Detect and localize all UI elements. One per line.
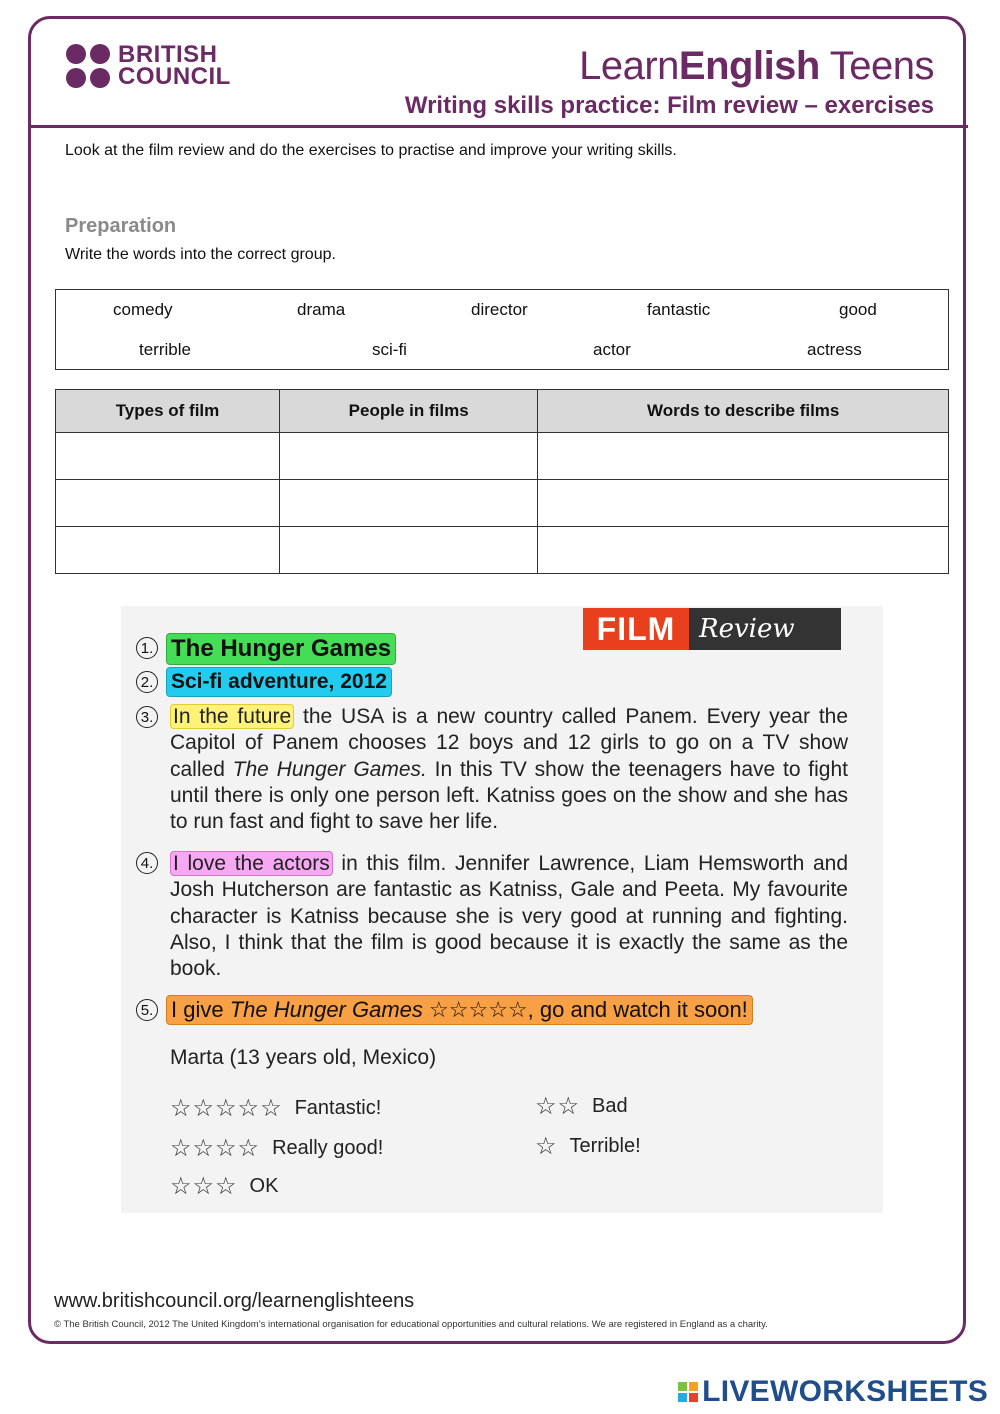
- answer-cell[interactable]: [279, 433, 537, 480]
- rating-key-5: [170, 1094, 381, 1123]
- word-item[interactable]: drama: [297, 300, 346, 319]
- table-header-row: [56, 390, 949, 433]
- word-item[interactable]: terrible: [139, 340, 191, 359]
- word-item[interactable]: actress: [807, 340, 862, 359]
- star-icon: ☆☆☆☆☆: [170, 1095, 283, 1122]
- rec-b: , go and watch it soon!: [527, 997, 748, 1022]
- word-item[interactable]: director: [471, 300, 528, 319]
- answer-cell[interactable]: [538, 480, 949, 527]
- preparation-instruction: Write the words into the correct group.: [65, 246, 336, 263]
- table-row: [56, 527, 949, 574]
- answer-cell[interactable]: [538, 527, 949, 574]
- page-title: Writing skills practice: Film review – exercises: [404, 92, 934, 119]
- rating-label: Really good!: [272, 1137, 384, 1159]
- number-4-icon: 4.: [136, 852, 158, 874]
- rec-stars-icon: ☆☆☆☆☆: [429, 997, 528, 1022]
- rating-key-3: [170, 1172, 278, 1201]
- word-item[interactable]: fantastic: [647, 300, 711, 319]
- number-5-icon: 5.: [136, 999, 158, 1021]
- star-icon: ☆☆: [535, 1093, 581, 1120]
- liveworksheets-logo: [678, 1375, 988, 1409]
- answer-cell[interactable]: [56, 433, 280, 480]
- brand-english: English: [678, 44, 820, 88]
- column-header: Types of film: [56, 390, 280, 433]
- copyright-text: © The British Council, 2012 The United Kingdom’s international organisation for educational opportunities and cultural relations. We are registered in England as a charity.: [54, 1319, 768, 1330]
- highlight-i-love-the-actors: I love the actors: [170, 851, 333, 876]
- rating-label: Fantastic!: [294, 1097, 382, 1119]
- table-row: [56, 480, 949, 527]
- badge-film: FILM: [583, 608, 689, 650]
- word-item[interactable]: comedy: [113, 300, 173, 319]
- recommendation: [166, 995, 753, 1025]
- review-title: The Hunger Games: [166, 633, 396, 665]
- review-author: Marta (13 years old, Mexico): [170, 1046, 437, 1069]
- film-review-badge: [583, 608, 841, 650]
- paragraph-actors: [170, 851, 848, 982]
- logo-line-2: COUNCIL: [118, 63, 231, 90]
- review-genre: Sci-fi adventure, 2012: [166, 667, 392, 697]
- rec-a: I give: [171, 997, 230, 1022]
- star-icon: ☆☆☆: [170, 1173, 238, 1200]
- film-review-panel: [121, 606, 883, 1213]
- star-icon: ☆☆☆☆: [170, 1135, 261, 1162]
- plot-text-b: In this TV show the teenagers have to fight until there is only one person left. Katniss goes on the show and she has to run fast and fight to save her life.: [170, 757, 848, 834]
- website-link[interactable]: www.britishcouncil.org/learnenglishteens: [54, 1290, 415, 1312]
- word-item[interactable]: actor: [593, 340, 631, 359]
- badge-review: Review: [689, 608, 841, 650]
- intro-text: Look at the film review and do the exercises to practise and improve your writing skills.: [65, 142, 677, 159]
- number-2-icon: 2.: [136, 671, 158, 693]
- logo-dots-icon: [66, 44, 110, 88]
- liveworksheets-mark-icon: [678, 1382, 698, 1402]
- group-table: [55, 389, 949, 574]
- star-icon: ☆: [535, 1133, 558, 1160]
- rating-label: Terrible!: [569, 1135, 641, 1157]
- rating-key-2: [535, 1092, 628, 1121]
- logo-line-1: BRITISH: [118, 41, 218, 68]
- plot-text-a: the USA is a new country called Panem. Every year the Capitol of Panem chooses 12 boys and 12 girls to go on a TV show called: [170, 705, 849, 781]
- column-header: Words to describe films: [538, 390, 949, 433]
- british-council-logo: [66, 41, 231, 90]
- brand-teens: Teens: [819, 44, 934, 88]
- highlight-in-the-future: In the future: [170, 704, 294, 729]
- column-header: People in films: [279, 390, 537, 433]
- learnenglish-teens-logo: [579, 44, 934, 89]
- brand-learn: Learn: [579, 44, 679, 88]
- rec-title: The Hunger Games: [229, 997, 423, 1022]
- preparation-heading: Preparation: [65, 215, 177, 237]
- header-divider: [28, 125, 968, 128]
- answer-cell[interactable]: [56, 527, 280, 574]
- answer-cell[interactable]: [279, 527, 537, 574]
- rating-label: Bad: [592, 1095, 628, 1117]
- answer-cell[interactable]: [56, 480, 280, 527]
- rating-key-4: [170, 1134, 383, 1163]
- rating-label: OK: [249, 1175, 279, 1197]
- paragraph-plot: [170, 704, 848, 835]
- rating-key-1: [535, 1132, 641, 1161]
- answer-cell[interactable]: [538, 433, 949, 480]
- actors-text: in this film. Jennifer Lawrence, Liam Hemsworth and Josh Hutcherson are fantastic as Katniss, Gale and Peeta. My favourite character is Katniss because she is very good at running and fighting. Also, I think that the film is good because it is exactly the same as the book.: [170, 852, 848, 981]
- watermark-text: LIVEWORKSHEETS: [702, 1375, 988, 1408]
- word-bank: [55, 289, 949, 370]
- number-1-icon: 1.: [136, 637, 158, 659]
- table-row: [56, 433, 949, 480]
- word-item[interactable]: sci-fi: [372, 340, 407, 359]
- plot-title-italic: The Hunger Games.: [232, 757, 427, 781]
- word-item[interactable]: good: [839, 300, 877, 319]
- number-3-icon: 3.: [136, 706, 158, 728]
- answer-cell[interactable]: [279, 480, 537, 527]
